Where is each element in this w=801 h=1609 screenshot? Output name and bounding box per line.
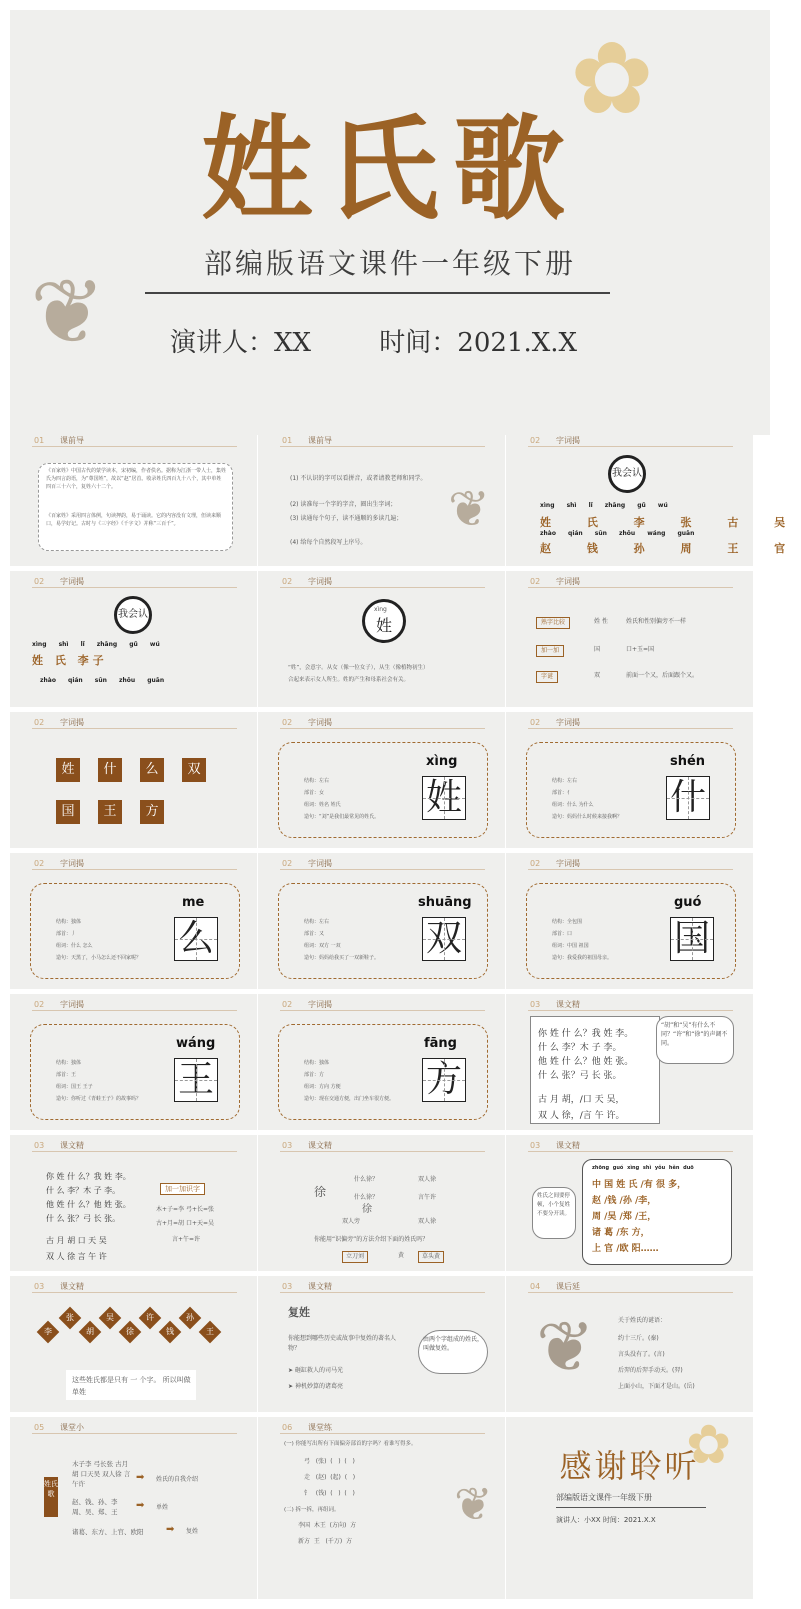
list-item: (3) 读通每个句子，读不通顺的多读几遍； (290, 515, 403, 522)
slide-thumb[interactable] (506, 1135, 753, 1271)
ring-badge: 我会认 (114, 596, 152, 634)
slide-number: 02 (34, 1000, 45, 1009)
heading-rule (32, 1151, 237, 1152)
row-note: 姓氏和性别偏旁不一样 (626, 618, 687, 625)
pinyin-row: xìng shì lǐ zhāng gǔ wú (540, 502, 668, 509)
slide-number: 06 (282, 1423, 293, 1432)
info-line: 部首：口 (552, 931, 573, 937)
char-badge: 么 (140, 758, 164, 782)
heading-rule (280, 446, 485, 447)
cover-meta (170, 322, 637, 359)
verse-line: 什 么 李？木 子 李。 (46, 1186, 121, 1195)
slide-thumb[interactable] (10, 571, 257, 707)
info-line: 部首：亻 (552, 790, 573, 796)
plum-blossom-icon: ✿ (686, 1413, 732, 1476)
surname-tile: 孙 (179, 1307, 202, 1330)
answer: 双人徐 (418, 1176, 437, 1183)
surname-tile: 钱 (159, 1321, 182, 1344)
char-pinyin: shuāng (418, 895, 472, 910)
arrow-right-icon: ➡ (136, 1500, 145, 1511)
slide-number: 04 (530, 1282, 541, 1291)
bamboo-decoration-icon: ❦ (30, 260, 106, 365)
presenter: 演讲人：XX (170, 328, 312, 358)
row-note: 口+玉=国 (626, 646, 655, 653)
char-badge: 方 (140, 800, 164, 824)
divider (556, 1507, 706, 1508)
slide-number: 02 (34, 859, 45, 868)
heading-rule (32, 1292, 237, 1293)
tian-grid-char: 姓 (422, 776, 466, 820)
info-line: 造句：妈妈什么时候来接我啊？ (552, 814, 623, 820)
info-line: 结构：左右 (552, 778, 578, 784)
riddle: 约十三斤。(秦) (618, 1335, 659, 1342)
exercise-row: 钅 (钱) ( ) ( ) (304, 1490, 355, 1497)
info-line: 部首：方 (304, 1072, 325, 1078)
char-badge: 双 (182, 758, 206, 782)
slide-number: 02 (282, 859, 293, 868)
speech-bubble: 由两个字组成的姓氏，叫做复姓。 (418, 1330, 488, 1374)
verse-line: 赵 /钱 /孙 /李， (592, 1196, 657, 1206)
char-row: 姓 氏 李子 (32, 654, 108, 667)
pinyin-row: zhōng guó xìng shì yǒu hěn duō (592, 1165, 694, 1171)
verse-line: 什 么 张？弓 长 张。 (538, 1071, 622, 1081)
pinyin-row: zhào qián sūn zhōu guān (40, 677, 165, 684)
verse-line: 什 么 张？弓 长 张。 (46, 1214, 121, 1223)
paragraph: 《百家姓》中国古代的蒙学读本，宋初编，作者佚名。据称为江浙一带人士，集姓氏为四言韵语，为“尊国姓”，故以“赵”居首。收录姓氏四百九十八个，其中单姓四百三十六个，复姓六十二个。 (46, 468, 227, 490)
pinyin-row: zhào qián sūn zhōu wáng guān (540, 530, 695, 537)
info-line: 造句：你听过《青蛙王子》的故事吗？ (56, 1096, 142, 1102)
slide-number: 03 (530, 1000, 541, 1009)
section-title: 复姓 (288, 1306, 310, 1319)
info-line: 组词：什么 怎么 (56, 943, 93, 949)
char-pinyin: wáng (176, 1036, 216, 1051)
verse-line: 他 姓 什 么？他 姓 张。 (538, 1057, 634, 1067)
info-line: 结构：左右 (304, 919, 330, 925)
char-pinyin: me (182, 895, 205, 910)
verse-line: 双 人 徐 言 午 许 (46, 1252, 107, 1261)
surname-tile: 李 (37, 1321, 60, 1344)
slide-thumb[interactable] (506, 994, 753, 1130)
cover-divider (145, 292, 610, 294)
tian-grid-char: 双 (422, 917, 466, 961)
slide-thumb[interactable] (258, 571, 505, 707)
slide-thumb[interactable] (258, 994, 505, 1130)
heading-rule (528, 869, 733, 870)
slide-thumb[interactable] (10, 853, 257, 989)
slide-heading: 字词揭 (60, 859, 84, 868)
row-key: 熟字比较 (536, 617, 570, 629)
group-text: 诸葛、东方、上官、欧阳 (72, 1528, 144, 1536)
exercise-prompt: (一) 你能写出所有下面偏旁部首的字吗？看谁写得多。 (284, 1441, 417, 1447)
verse-line: 什 么 李？木 子 李。 (538, 1043, 622, 1053)
slide-number: 03 (34, 1141, 45, 1150)
slide-heading: 课前导 (308, 436, 332, 445)
riddle: 上面小山，下面才是山。(岳) (618, 1383, 695, 1390)
ring-badge: 我会认 (608, 455, 646, 493)
verse-line: 周 /吴 /郑 /王， (592, 1212, 657, 1222)
slide-number: 02 (282, 577, 293, 586)
verse-line: 上 官 /欧 阳…… (592, 1244, 659, 1254)
bamboo-icon: ❦ (448, 480, 490, 538)
slide-number: 03 (282, 1282, 293, 1291)
heading-rule (280, 869, 485, 870)
slide-heading: 字词揭 (556, 577, 580, 586)
surname-tile: 许 (139, 1307, 162, 1330)
surname-tile: 王 (199, 1321, 222, 1344)
slide-thumb[interactable] (10, 994, 257, 1130)
verse-line: 你 姓 什 么？我 姓 李。 (46, 1172, 131, 1181)
row-key: 加一加 (536, 645, 564, 657)
slide-heading: 课文精 (556, 1000, 580, 1009)
slide-thumb[interactable] (10, 712, 257, 848)
info-line: 组词：中国 祖国 (552, 943, 589, 949)
formula: 木+子=李 弓+长=张 (156, 1206, 215, 1213)
char-pinyin: shén (670, 754, 706, 769)
info-line: 组词：什么 为什么 (552, 802, 594, 808)
info-line: 造句：天黑了，小马怎么还不回家呢？ (56, 955, 142, 961)
group-text: 赵、钱、孙、李 周、吴、郑、王 (72, 1498, 118, 1516)
char: 徐 (362, 1204, 372, 1215)
slide-thumb[interactable] (258, 853, 505, 989)
surname-tile: 胡 (79, 1321, 102, 1344)
heading-rule (280, 1151, 485, 1152)
formula: 古+月=胡 口+天=吴 (156, 1220, 215, 1227)
verse-line: 中 国 姓 氏 /有 很 多， (592, 1180, 687, 1190)
char-badge: 国 (56, 800, 80, 824)
slide-number: 02 (34, 577, 45, 586)
group-text: 木子李 弓长张 古月胡 口天吴 双人徐 言午许 (72, 1460, 131, 1488)
info-line: 结构：独体 (56, 919, 82, 925)
row-value: 双 (594, 672, 601, 679)
list-item: (2) 读准每一个字的字音，圈出生字词； (290, 501, 397, 508)
exercise-row: 走 (赵) (起) ( ) (304, 1474, 356, 1481)
slide-heading: 课文精 (60, 1282, 84, 1291)
slide-number: 02 (530, 436, 541, 445)
slide-thumb[interactable] (258, 1276, 505, 1412)
exercise-prompt: (二) 拆一拆，再组词。 (284, 1507, 340, 1513)
char-badge: 王 (98, 800, 122, 824)
char-badge: 姓 (56, 758, 80, 782)
info-line: 组词：双方 一双 (304, 943, 341, 949)
thought-bubble: “胡”和“吴”有什么不同？“许”和“徐”的声调不同。 (656, 1016, 734, 1064)
info-line: 结构：独体 (56, 1060, 82, 1066)
slide-heading: 课文精 (556, 1141, 580, 1150)
slide-heading: 字词揭 (308, 1000, 332, 1009)
verse-line: 他 姓 什 么？他 姓 张。 (46, 1200, 131, 1209)
slide-heading: 字词揭 (556, 859, 580, 868)
riddle: 后羿的后羿手动天。(羿) (618, 1367, 683, 1374)
slide-thumb[interactable] (10, 430, 257, 566)
tian-grid-char: 王 (174, 1058, 218, 1102)
slide-heading: 字词揭 (308, 859, 332, 868)
verse-line: 古 月 胡，/口 天 吴， (538, 1095, 625, 1105)
char: 徐 (314, 1185, 327, 1199)
heading-rule (528, 1292, 733, 1293)
slide-heading: 字词揭 (556, 436, 580, 445)
slide-heading: 课后延 (556, 1282, 580, 1291)
note-card: 姓氏之间要停顿，小个复姓不要分开读。 (532, 1187, 576, 1239)
label: 双人旁 (342, 1218, 361, 1225)
row-value: 国 (594, 646, 601, 653)
verse-line: 诸 葛 /东 方， (592, 1228, 650, 1238)
char-row: 赵 钱 孙 周 王 官 (540, 542, 801, 555)
slide-number: 02 (282, 718, 293, 727)
exercise-row: 弓 (张) ( ) ( ) (304, 1458, 355, 1465)
info-line: 组词：国王 王子 (56, 1084, 93, 1090)
heading-rule (528, 728, 733, 729)
row-key: 字谜 (536, 671, 558, 683)
ring-badge: 姓 (362, 599, 406, 643)
slide-heading: 课前导 (60, 436, 84, 445)
slide-thumb[interactable] (258, 1417, 505, 1599)
slide-thumb[interactable] (506, 1413, 753, 1599)
cover-slide[interactable] (10, 10, 770, 435)
char-badge: 什 (98, 758, 122, 782)
slide-number: 02 (530, 859, 541, 868)
heading-rule (528, 587, 733, 588)
tian-grid-char: 国 (670, 917, 714, 961)
info-line: 造句：我爱我的祖国母亲。 (552, 955, 613, 961)
info-line: 结构：全包围 (552, 919, 583, 925)
group-result: 姓氏的自我介绍 (156, 1476, 199, 1483)
thanks-meta: 演讲人：小XX 时间：2021.X.X (556, 1516, 656, 1524)
slide-thumb[interactable] (506, 853, 753, 989)
slide-thumb[interactable] (506, 430, 801, 566)
question: 什么徐？ (354, 1176, 379, 1183)
verse-line: 古 月 胡 口 天 吴 (46, 1236, 107, 1245)
answer-box: 草头黄 (418, 1251, 444, 1263)
heading-rule (280, 728, 485, 729)
heading-rule (32, 1433, 237, 1434)
heading-rule (32, 446, 237, 447)
tag-label: 加一加识字 (160, 1183, 205, 1195)
surname-tile: 张 (59, 1307, 82, 1330)
prompt: 你能用“识偏旁”的方法介绍下面的姓氏吗？ (314, 1236, 429, 1243)
tian-grid-char: 方 (422, 1058, 466, 1102)
heading-rule (280, 1010, 485, 1011)
exercise-row: 新方 王 (千万) 方 (298, 1538, 353, 1545)
slide-heading: 字词揭 (60, 577, 84, 586)
bamboo-icon: ❦ (454, 1477, 493, 1531)
slide-heading: 课文精 (60, 1141, 84, 1150)
bamboo-icon: ❦ (536, 1306, 595, 1388)
heading-rule (528, 1151, 733, 1152)
info-line: 组词：姓名 姓氏 (304, 802, 341, 808)
thanks-subtitle: 部编版语文课件一年级下册 (556, 1493, 652, 1502)
heading-rule (32, 869, 237, 870)
question: 这些姓氏都是只有 一 个字。 所以叫做 单姓 (72, 1376, 191, 1396)
char-pinyin: fāng (424, 1036, 457, 1051)
info-line: 造句：“刘”是我们最常见的姓氏。 (304, 814, 380, 820)
heading-rule (528, 446, 733, 447)
slide-number: 02 (282, 1000, 293, 1009)
ring-pinyin: xìng (374, 606, 387, 613)
slide-number: 01 (282, 436, 293, 445)
slide-number: 03 (34, 1282, 45, 1291)
row-note: 前面一个又，后面跟个又。 (626, 672, 699, 679)
pinyin-row: xìng shì lǐ zhāng gǔ wú (32, 641, 160, 648)
arrow-right-icon: ➡ (166, 1524, 175, 1535)
heading-rule (32, 728, 237, 729)
list-item: ➤ 砸缸救人的司马光 (288, 1367, 343, 1374)
arrow-right-icon: ➡ (136, 1472, 145, 1483)
heading-rule (280, 1292, 485, 1293)
slide-number: 02 (530, 718, 541, 727)
heading-rule (32, 1010, 237, 1011)
thanks-title: 感谢聆听 (559, 1447, 700, 1485)
slide-thumb[interactable] (258, 430, 505, 566)
slide-number: 02 (530, 577, 541, 586)
cover-subtitle: 部编版语文课件一年级下册 (203, 247, 576, 280)
cover-title: 姓氏歌 (201, 104, 579, 235)
heading-rule (32, 587, 237, 588)
group-result: 复姓 (186, 1528, 199, 1535)
group-result: 单姓 (156, 1504, 169, 1511)
slide-number: 03 (530, 1141, 541, 1150)
info-line: 部首：又 (304, 931, 325, 937)
surname-tile: 徐 (119, 1321, 142, 1344)
list-item: (1) 不认识的字可以看拼音，或者请教老师和同学。 (290, 475, 427, 482)
info-line: 造句：现在交通方便，出门坐车很方便。 (304, 1096, 395, 1102)
heading-rule (280, 1433, 485, 1434)
info-line: 部首：女 (304, 790, 325, 796)
slide-thumb[interactable] (258, 712, 505, 848)
slide-heading: 课文精 (308, 1282, 332, 1291)
title-tag: 姓氏歌 (44, 1477, 58, 1517)
answer: 言午许 (418, 1194, 437, 1201)
heading-rule (528, 1010, 733, 1011)
slide-heading: 字词揭 (60, 718, 84, 727)
char-pinyin: guó (674, 895, 702, 910)
verse-line: 双 人 徐，/言 午 许。 (538, 1111, 625, 1121)
time: 时间：2021.X.X (379, 328, 578, 358)
slide-number: 05 (34, 1423, 45, 1432)
exercise-row: 李国 木王 (方向) 方 (298, 1522, 357, 1529)
slide-thumb[interactable] (10, 1417, 257, 1599)
info-line: 造句：妈妈给我买了一双新鞋子。 (304, 955, 380, 961)
label: 黄 (398, 1252, 405, 1259)
slide-number: 01 (34, 436, 45, 445)
slide-thumb[interactable] (258, 1135, 505, 1271)
char-pinyin: xìng (426, 754, 458, 769)
info-line: 结构：左右 (304, 778, 330, 784)
slide-thumb[interactable] (10, 1276, 257, 1412)
slide-heading: 字词揭 (556, 718, 580, 727)
slide-thumb[interactable] (506, 571, 753, 707)
slide-heading: 课堂小 (60, 1423, 84, 1432)
slide-heading: 字词揭 (308, 718, 332, 727)
info-line: 部首：丿 (56, 931, 77, 937)
slide-thumb[interactable] (10, 1135, 257, 1271)
tian-grid-char: 什 (666, 776, 710, 820)
list-item: (4) 给每个自然段写上序号。 (290, 539, 367, 546)
slide-heading: 字词揭 (60, 1000, 84, 1009)
question: 你能想到哪些历史或故事中复姓的著名人物？ (288, 1335, 397, 1352)
explanation: 合起来表示女人所生。姓的产生和母系社会有关。 (288, 677, 410, 683)
info-line: 部首：王 (56, 1072, 77, 1078)
answer-box: 立刀刘 (342, 1251, 368, 1263)
slide-heading: 字词揭 (308, 577, 332, 586)
explanation: “姓”，会意字。从女（像一位女子），从生（像植物初生） (288, 665, 429, 671)
row-value: 姓 性 (594, 618, 608, 625)
slide-heading: 课堂练 (308, 1423, 332, 1432)
slide-number: 03 (282, 1141, 293, 1150)
label: 双人徐 (418, 1218, 437, 1225)
riddle: 言头没有了。(言) (618, 1351, 665, 1358)
info-line: 组词：方向 方便 (304, 1084, 341, 1090)
list-item: ➤ 神机妙算的诸葛亮 (288, 1383, 343, 1390)
char-row: 姓 氏 李 张 古 吴 (540, 516, 801, 529)
question: 什么徐？ (354, 1194, 379, 1201)
slide-heading: 课文精 (308, 1141, 332, 1150)
slide-thumb[interactable] (506, 712, 753, 848)
verse-line: 你 姓 什 么？我 姓 李。 (538, 1029, 634, 1039)
paragraph: 《百家姓》采用四言体例，句读押韵，易于诵读。它的内容没有文理，但读来顺口，易学好记。古时与《三字经》《千字文》并称“三百千”。 (46, 513, 222, 527)
heading-rule (280, 587, 485, 588)
tian-grid-char: 么 (174, 917, 218, 961)
info-line: 结构：独体 (304, 1060, 330, 1066)
riddle-title: 关于姓氏的谜语： (618, 1317, 667, 1324)
formula: 言+午=许 (172, 1236, 201, 1243)
slide-thumb[interactable] (506, 1276, 753, 1412)
plum-blossom-decoration-icon: ✿ (570, 20, 654, 137)
surname-tile: 吴 (99, 1307, 122, 1330)
slide-number: 02 (34, 718, 45, 727)
